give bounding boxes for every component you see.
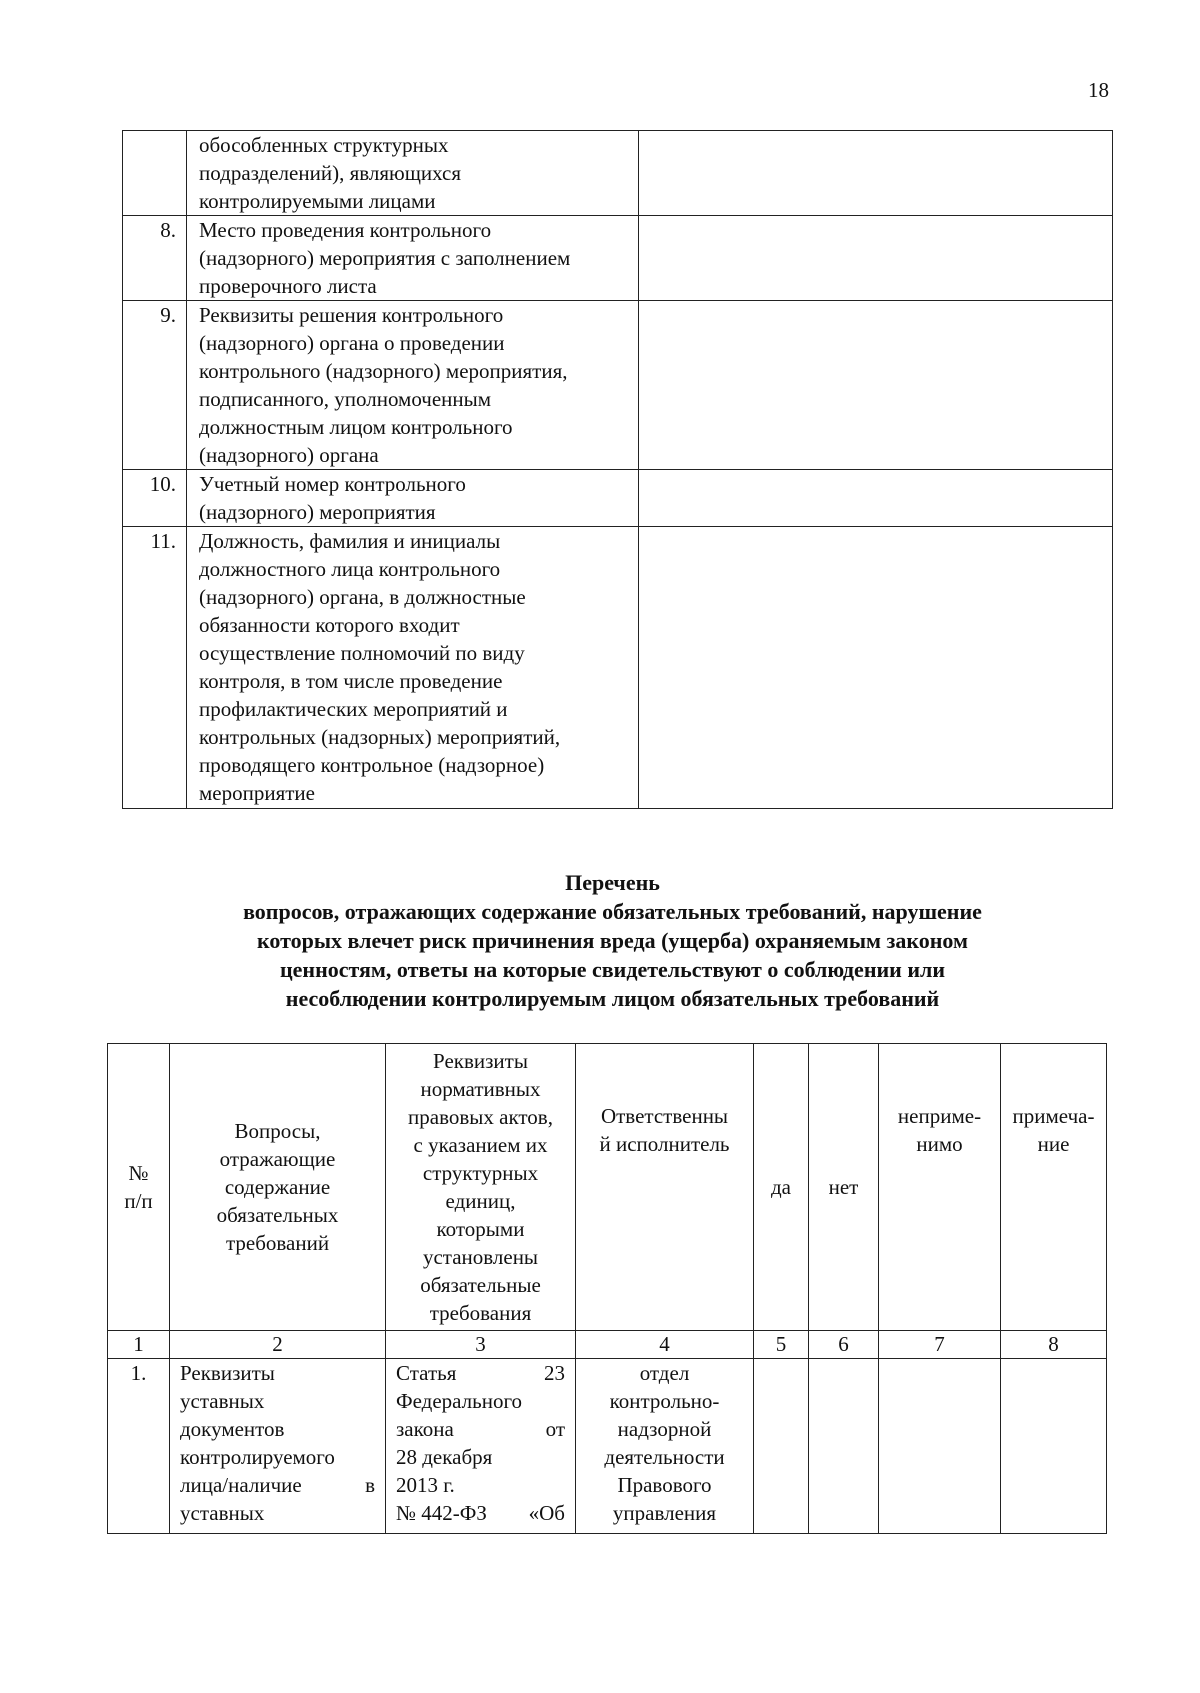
table-row bbox=[123, 131, 1113, 216]
table-row bbox=[123, 301, 1113, 470]
row-number: 9. bbox=[123, 301, 187, 470]
column-number: 8 bbox=[1001, 1331, 1107, 1359]
header-num: № п/п bbox=[108, 1044, 170, 1331]
row-value bbox=[639, 216, 1113, 301]
row-value bbox=[639, 131, 1113, 216]
row-value bbox=[639, 301, 1113, 470]
row-label: Должность, фамилия и инициалы должностного лица контрольного (надзорного) органа, в должностные обязанности которого входит осуществление полномочий по виду контроля, в том числе проведение профилактических мероприятий и контрольных (надзорных) мероприятий, проводящего контрольное (надзорное) мероприятие bbox=[187, 527, 639, 809]
row-label: обособленных структурных подразделений), являющихся контролируемыми лицами bbox=[187, 131, 639, 216]
header-responsible: Ответственны й исполнитель bbox=[576, 1044, 754, 1331]
row-number: 8. bbox=[123, 216, 187, 301]
table-row bbox=[108, 1359, 1107, 1534]
row-question: Реквизиты уставных документов контролируемого лица/наличие в уставных bbox=[170, 1359, 386, 1534]
table-header-row bbox=[108, 1044, 1107, 1331]
checklist-heading: Перечень вопросов, отражающих содержание обязательных требований, нарушение которых влечет риск причинения вреда (ущерба) охраняемым законом ценностям, ответы на которые свидетельствуют о соблюдении или несоблюдении контролируемым лицом обязательных требований bbox=[243, 870, 982, 1011]
header-no: нет bbox=[809, 1044, 879, 1331]
header-not-applicable: неприме- нимо bbox=[879, 1044, 1001, 1331]
header-yes: да bbox=[754, 1044, 809, 1331]
column-number: 1 bbox=[108, 1331, 170, 1359]
column-number: 4 bbox=[576, 1331, 754, 1359]
row-na-cell bbox=[879, 1359, 1001, 1534]
column-number: 6 bbox=[809, 1331, 879, 1359]
row-number: 11. bbox=[123, 527, 187, 809]
column-number: 2 bbox=[170, 1331, 386, 1359]
row-yes-cell bbox=[754, 1359, 809, 1534]
row-value bbox=[639, 470, 1113, 527]
header-requisites: Реквизиты нормативных правовых актов, с указанием их структурных единиц, которыми установлены обязательные требования bbox=[386, 1044, 576, 1331]
row-number: 1. bbox=[108, 1359, 170, 1534]
info-table bbox=[122, 130, 1113, 809]
column-number: 3 bbox=[386, 1331, 576, 1359]
header-questions: Вопросы, отражающие содержание обязательных требований bbox=[170, 1044, 386, 1331]
column-number: 5 bbox=[754, 1331, 809, 1359]
row-label: Реквизиты решения контрольного (надзорного) органа о проведении контрольного (надзорного) мероприятия, подписанного, уполномоченным должностным лицом контрольного (надзорного) органа bbox=[187, 301, 639, 470]
row-responsible: отдел контрольно- надзорной деятельности Правового управления bbox=[576, 1359, 754, 1534]
row-number bbox=[123, 131, 187, 216]
row-number: 10. bbox=[123, 470, 187, 527]
header-note: примеча- ние bbox=[1001, 1044, 1107, 1331]
row-label: Учетный номер контрольного (надзорного) мероприятия bbox=[187, 470, 639, 527]
checklist-table bbox=[107, 1043, 1107, 1534]
page-number: 18 bbox=[1088, 78, 1109, 102]
row-label: Место проведения контрольного (надзорного) мероприятия с заполнением проверочного листа bbox=[187, 216, 639, 301]
row-value bbox=[639, 527, 1113, 809]
table-row bbox=[123, 470, 1113, 527]
row-note-cell bbox=[1001, 1359, 1107, 1534]
row-no-cell bbox=[809, 1359, 879, 1534]
table-row bbox=[123, 216, 1113, 301]
column-number: 7 bbox=[879, 1331, 1001, 1359]
row-requisite: Статья 23 Федерального закона от 28 декабря 2013 г. № 442-ФЗ «Об bbox=[386, 1359, 576, 1534]
column-numbers-row bbox=[108, 1331, 1107, 1359]
table-row bbox=[123, 527, 1113, 809]
